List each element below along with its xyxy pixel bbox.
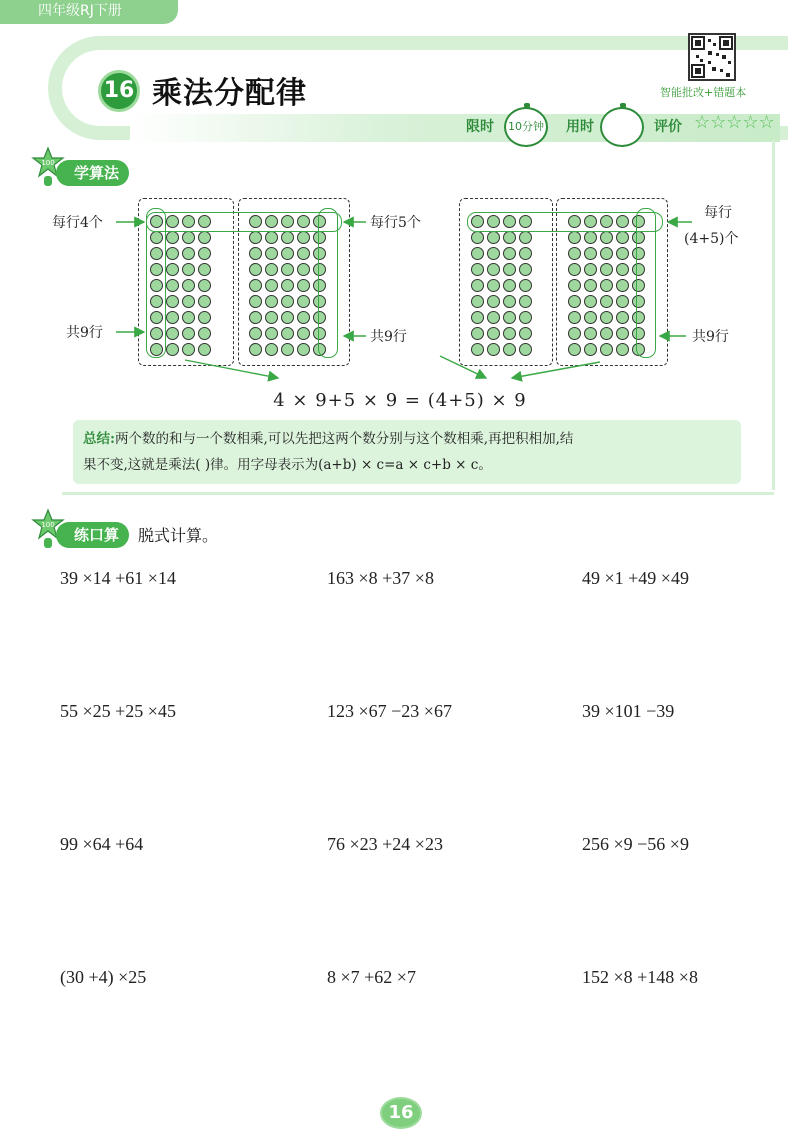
- time-limit-label: 限时: [466, 119, 494, 135]
- problem-6: 39 ×101 −39: [582, 701, 675, 721]
- problem-7: 99 ×64 +64: [60, 834, 144, 854]
- summary-text-line2: 果不变,这就是乘法( )律。用字母表示为(a+b) × c=a × c+b × c。: [83, 457, 492, 473]
- learn-section-title: 学算法: [56, 160, 129, 186]
- grade-tab: 四年级RJ下册: [0, 0, 178, 24]
- qr-label: 智能批改+错题本: [660, 86, 747, 99]
- rating-label: 评价: [654, 119, 682, 135]
- problem-2: 163 ×8 +37 ×8: [327, 568, 434, 588]
- problem-1: 39 ×14 +61 ×14: [60, 568, 176, 588]
- label-rows-left: 共9行: [66, 325, 103, 341]
- lesson-title: 乘法分配律: [152, 76, 307, 111]
- lesson-number-badge: 16: [98, 70, 140, 112]
- problem-8: 76 ×23 +24 ×23: [327, 834, 443, 854]
- svg-text:100: 100: [41, 521, 55, 529]
- label-rows-left-5: 共9行: [370, 329, 407, 345]
- label-each-row-5: 每行5个: [370, 215, 421, 231]
- summary-keyword: 总结:: [83, 431, 115, 447]
- practice-instruction: 脱式计算。: [138, 526, 219, 545]
- label-rows-right: 共9行: [692, 329, 729, 345]
- problem-3: 49 ×1 +49 ×49: [582, 568, 689, 588]
- summary-text-line1: 两个数的和与一个数相乘,可以先把这两个数分别与这个数相乘,再把积相加,结: [114, 431, 574, 447]
- page-number: 16: [380, 1097, 422, 1129]
- label-each-row-sum-line1: 每行: [704, 205, 732, 221]
- rating-stars[interactable]: ☆☆☆☆☆: [694, 112, 775, 133]
- problem-10: (30 +4) ×25: [60, 967, 147, 987]
- label-each-row-sum-line2: (4+5)个: [684, 231, 739, 247]
- problem-4: 55 ×25 +25 ×45: [60, 701, 176, 721]
- problem-11: 8 ×7 +62 ×7: [327, 967, 416, 987]
- problem-12: 152 ×8 +148 ×8: [582, 967, 698, 987]
- practice-section-title: 练口算: [56, 522, 129, 548]
- label-each-row-4: 每行4个: [52, 215, 103, 231]
- svg-text:100: 100: [41, 159, 55, 167]
- time-used-label: 用时: [566, 119, 594, 135]
- distributive-equation: 4 × 9+5 × 9 = (4+5) × 9: [273, 390, 527, 411]
- time-limit-clock: 10分钟: [504, 107, 548, 147]
- problem-9: 256 ×9 −56 ×9: [582, 834, 689, 854]
- problem-5: 123 ×67 −23 ×67: [327, 701, 452, 721]
